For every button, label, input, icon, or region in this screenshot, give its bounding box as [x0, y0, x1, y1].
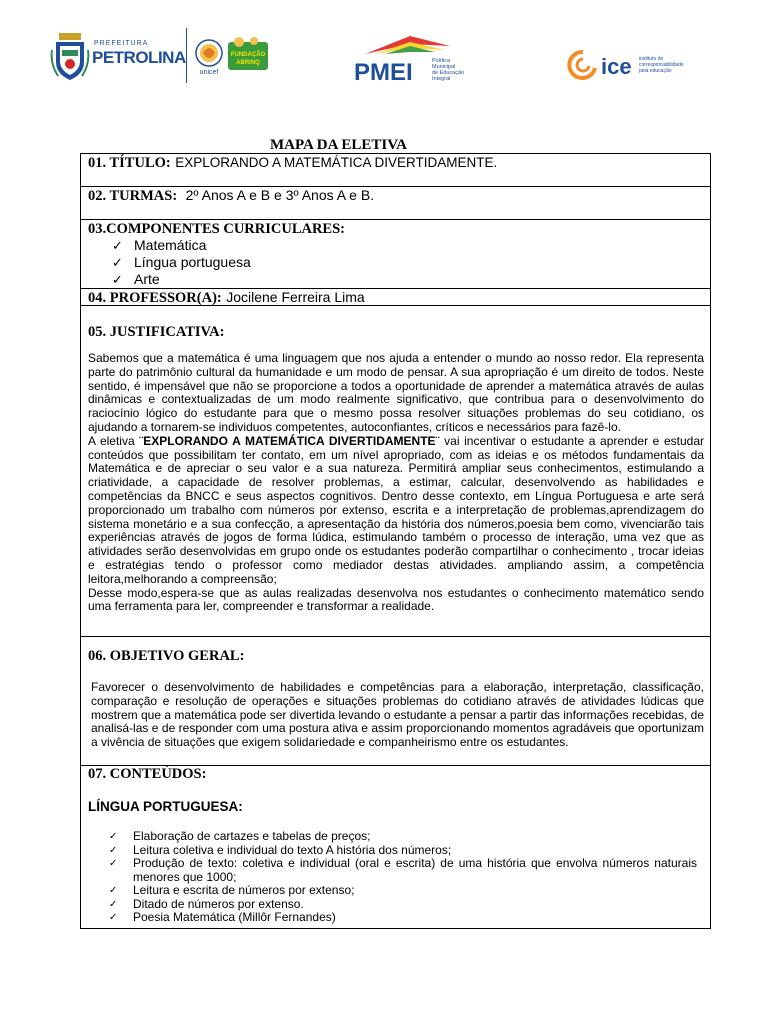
justificativa-paragraph-1: Sabemos que a matemática é uma linguagem que nos ajuda a entender o mundo ao nosso redor. Ela representa parte do patrimônio cultural da humanidade e um modo de pensar. A sua apropriação é um direito de todos. Neste sentido, é impensável que não se proporcione a todos a oportunidade de aprender a matemática através de aulas dinâmicas e contextualizadas de um modo realmente significativo, que contribua para o desenvolvimento do raciocínio lógico do estudante para que o mesmo possa resolver situações problemas do seu cotidiano, os ajudando a tornarem-se individuos competentes, autoconfiantes, críticos e necessários para fazê-lo. [88, 351, 704, 434]
titulo-value: EXPLORANDO A MATEMÁTICA DIVERTIDAMENTE. [175, 155, 498, 170]
list-item: ✓ Matemática [112, 237, 207, 253]
justificativa-paragraph-2: A eletiva ¨EXPLORANDO A MATEMÁTICA DIVERTIDAMENTE¨ vai incentivar o estudante a aprender e estudar conteúdos que possibilitam ter contato, em um nível apropriado, com as ideias e os métodos fundamentais da Matemática e de apreciar o seu valor e a sua natureza. Permitirá ampliar seus conhecimentos, estimulando a criatividade, a capacidade de resolver problemas, a estimar, calcular, desenvolvendo as habilidades e competências da BNCC e seus aspectos cognitivos. Dentro desse contexto, em Língua Portuguesa e arte será proporcionado um trabalho com números por extenso, escrita e a interpretação de problemas,aprendizagem do sistema monetário e a sua confecção, a apresentação da história dos números,poesia bem como, vivenciarão tais experiências através de jogos de forma lúdica, estimulando também o processo de interação, uma vez que as atividades serão desenvolvidas em grupo onde os estudantes poderão compartilhar o conhecimento , trocar ideias e estratégias tendo o professor como mediador destas atividades. ampliando assim, a competência leitora,melhorando a compreensão; [88, 433, 704, 586]
row-titulo [81, 154, 710, 187]
conteudos-subheading: LÍNGUA PORTUGUESA: [88, 799, 243, 814]
row-conteudos [81, 766, 710, 928]
list-item: ✓ Arte [112, 271, 160, 287]
svg-text:Integral: Integral [432, 76, 451, 82]
conteudos-list [99, 830, 705, 925]
titulo-label: 01. TÍTULO: [88, 155, 171, 171]
check-icon: ✓ [112, 238, 123, 253]
fundacao-abrinq-logo [228, 36, 268, 70]
list-item: ✓ Elaboração de cartazes e tabelas de preços; [109, 829, 371, 843]
unicef-label: unicef [199, 69, 219, 76]
professor-value: Jocilene Ferreira Lima [226, 289, 365, 305]
list-item: ✓ Leitura coletiva e individual do texto A história dos números; [109, 842, 452, 857]
svg-text:ABRINQ: ABRINQ [236, 60, 260, 66]
svg-text:de Educação: de Educação [432, 70, 465, 76]
check-icon: ✓ [109, 844, 118, 856]
svg-text:Municipal: Municipal [432, 64, 456, 70]
svg-text:pela educação: pela educação [639, 68, 672, 74]
ice-label: ice [601, 54, 632, 79]
ice-logo [565, 48, 700, 84]
petrolina-crest-icon [50, 30, 90, 82]
justificativa-paragraph-3: Desse modo,espera-se que as aulas realizadas desenvolva nos estudantes o conhecimento matemático sendo uma ferramenta para ler, compreender e transformar a realidade. [88, 585, 704, 614]
header-logos [0, 0, 768, 100]
check-icon: ✓ [112, 255, 123, 270]
justificativa-label: 05. JUSTIFICATIVA: [88, 324, 225, 340]
check-icon: ✓ [109, 912, 118, 923]
list-item: ✓ Ditado de números por extenso. [109, 896, 304, 911]
objetivo-label: 06. OBJETIVO GERAL: [88, 648, 245, 664]
componentes-label: 03.COMPONENTES CURRICULARES: [88, 221, 345, 237]
svg-text:corresponsabilidade: corresponsabilidade [639, 62, 684, 68]
logo-divider [186, 28, 187, 83]
turmas-label: 02. TURMAS: [88, 188, 178, 204]
row-componentes [81, 220, 710, 289]
row-professor [81, 289, 710, 306]
row-turmas [81, 187, 710, 220]
check-icon: ✓ [109, 831, 118, 842]
pmei-logo [350, 32, 490, 87]
objetivo-text: Favorecer o desenvolvimento de habilidades e competências para a elaboração, interpretação, classificação, comparação e resolução de operações e situações problemas do cotidiano através de atividades lúdicas que mostrem que a matemática pode ser divertida levando o estudante a pensar a partir das informações recebidas, de analisá-las e de responder com uma postura ativa e assim proporcionando momentos agradáveis que oportunizam a vivência de situações que exigem solidariedade e companheirismo entre os estudantes. [91, 680, 705, 750]
professor-label: 04. PROFESSOR(A): [88, 290, 222, 306]
prefeitura-label: PREFEITURA [94, 40, 149, 47]
list-item: ✓ Leitura e escrita de números por extenso; [109, 883, 355, 897]
svg-text:FUNDAÇÃO: FUNDAÇÃO [230, 52, 266, 58]
svg-text:Política: Política [432, 58, 451, 64]
list-item: ✓ Poesia Matemática (Millôr Fernandes) [109, 910, 336, 924]
justificativa-text [88, 352, 704, 614]
row-objetivo [81, 637, 710, 766]
check-icon: ✓ [112, 272, 123, 287]
document-title: MAPA DA ELETIVA [270, 137, 407, 153]
row-justificativa [81, 306, 710, 637]
turmas-value: 2º Anos A e B e 3º Anos A e B. [185, 187, 375, 203]
pmei-label: PMEI [354, 59, 413, 86]
check-icon: ✓ [109, 885, 118, 896]
unicef-logo [193, 38, 225, 78]
prefeitura-petrolina-logo [50, 30, 185, 85]
eletiva-form-table [80, 153, 711, 929]
svg-text:instituto de: instituto de [639, 56, 664, 62]
check-icon: ✓ [109, 898, 118, 910]
componentes-list [104, 237, 604, 288]
petrolina-label: PETROLINA [92, 48, 186, 67]
list-item: ✓ Língua portuguesa [112, 254, 251, 270]
list-item: ✓ Produção de texto: coletiva e individual (oral e escrita) de uma história que envolva números naturais menores que 1000; [109, 856, 697, 884]
check-icon: ✓ [109, 858, 118, 869]
conteudos-label: 07. CONTEÚDOS: [88, 766, 207, 782]
